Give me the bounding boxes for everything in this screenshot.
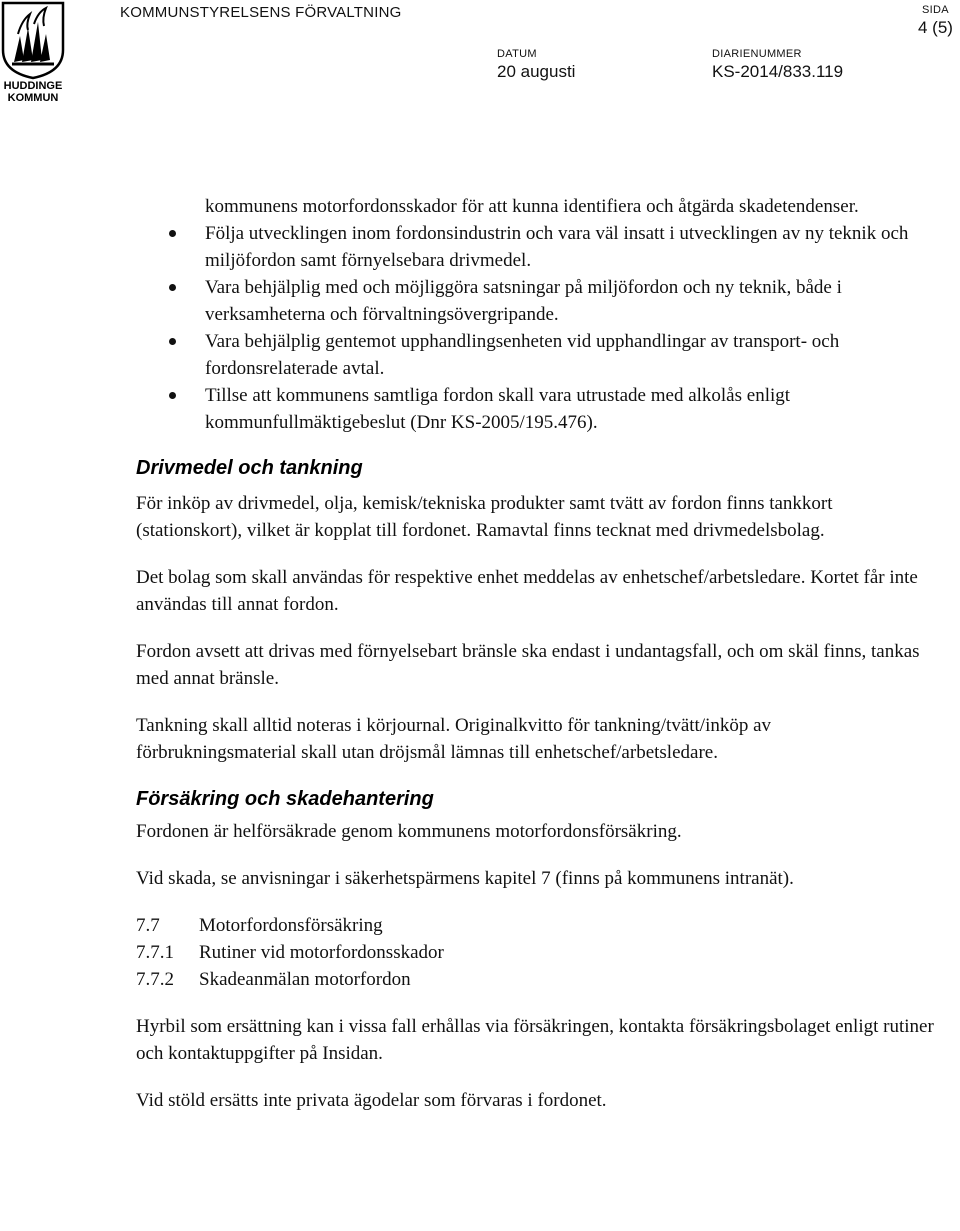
paragraph: Tankning skall alltid noteras i körjournal. Originalkvitto för tankning/tvätt/inköp av förbrukningsmaterial skall utan dröjsmål lämnas till enhetschef/arbetsledare. bbox=[136, 715, 772, 763]
page-label: SIDA bbox=[922, 4, 949, 16]
list-item-text: Följa utvecklingen inom fordonsindustrin och vara väl insatt i utvecklingen av ny teknik och miljöfordon samt förnyelsebara drivmedel. bbox=[205, 223, 909, 271]
list-item-text: kommunens motorfordonsskador för att kunna identifiera och åtgärda skadetendenser. bbox=[205, 196, 859, 217]
paragraph: Det bolag som skall användas för respektive enhet meddelas av enhetschef/arbetsledare. Kortet får inte användas till annat fordon. bbox=[136, 567, 918, 615]
document-body bbox=[136, 193, 936, 1114]
paragraph: Fordon avsett att drivas med förnyelsebart bränsle ska endast i undantagsfall, och om skäl finns, tankas med annat bränsle. bbox=[136, 641, 920, 689]
reference-item bbox=[136, 966, 936, 993]
date-value: 20 augusti bbox=[497, 62, 576, 81]
section-heading-drivmedel: Drivmedel och tankning bbox=[136, 457, 363, 479]
paragraph: För inköp av drivmedel, olja, kemisk/tekniska produkter samt tvätt av fordon finns tankkort (stationskort), vilket är kopplat till fordonet. Ramavtal finns tecknat med drivmedelsbolag. bbox=[136, 493, 833, 541]
diary-value: KS-2014/833.119 bbox=[712, 62, 844, 81]
paragraph: Vid stöld ersätts inte privata ägodelar som förvaras i fordonet. bbox=[136, 1090, 607, 1111]
diary-label: DIARIENUMMER bbox=[712, 48, 802, 60]
reference-title: Motorfordonsförsäkring bbox=[199, 915, 383, 936]
reference-item bbox=[136, 912, 936, 939]
bullet-icon bbox=[169, 284, 176, 291]
municipality-logo bbox=[0, 0, 66, 108]
paragraph: Vid skada, se anvisningar i säkerhetspärmens kapitel 7 (finns på kommunens intranät). bbox=[136, 868, 794, 889]
list-item bbox=[136, 328, 936, 382]
list-item-text: Vara behjälplig med och möjliggöra satsningar på miljöfordon och ny teknik, både i verksamheterna och förvaltningsövergripande. bbox=[205, 277, 842, 325]
paragraph: Fordonen är helförsäkrade genom kommunens motorfordonsförsäkring. bbox=[136, 821, 682, 842]
reference-item bbox=[136, 939, 936, 966]
list-item bbox=[136, 193, 936, 220]
list-item-text: Vara behjälplig gentemot upphandlingsenheten vid upphandlingar av transport- och fordonsrelaterade avtal. bbox=[205, 331, 840, 379]
list-item bbox=[136, 382, 936, 436]
section-heading-forsakring: Försäkring och skadehantering bbox=[136, 788, 434, 810]
bullet-icon bbox=[169, 338, 176, 345]
reference-title: Skadeanmälan motorfordon bbox=[199, 969, 411, 990]
reference-title: Rutiner vid motorfordonsskador bbox=[199, 942, 444, 963]
bullet-icon bbox=[169, 230, 176, 237]
bullet-icon bbox=[169, 392, 176, 399]
reference-number: 7.7 bbox=[136, 915, 160, 936]
list-item bbox=[136, 220, 936, 274]
page-value: 4 (5) bbox=[918, 18, 953, 37]
reference-number: 7.7.2 bbox=[136, 969, 174, 990]
organization-name: KOMMUNSTYRELSENS FÖRVALTNING bbox=[120, 4, 402, 21]
bullet-list bbox=[136, 193, 936, 436]
paragraph: Hyrbil som ersättning kan i vissa fall erhållas via försäkringen, kontakta försäkringsbolaget enligt rutiner och kontaktuppgifter på Insidan. bbox=[136, 1016, 934, 1064]
logo-text: HUDDINGE KOMMUN bbox=[3, 80, 63, 104]
list-item bbox=[136, 274, 936, 328]
date-label: DATUM bbox=[497, 48, 537, 60]
reference-number: 7.7.1 bbox=[136, 942, 174, 963]
crown-shield-icon bbox=[0, 0, 66, 80]
reference-list bbox=[136, 912, 936, 993]
list-item-text: Tillse att kommunens samtliga fordon skall vara utrustade med alkolås enligt kommunfullmäktigebeslut (Dnr KS-2005/195.476). bbox=[205, 385, 791, 433]
